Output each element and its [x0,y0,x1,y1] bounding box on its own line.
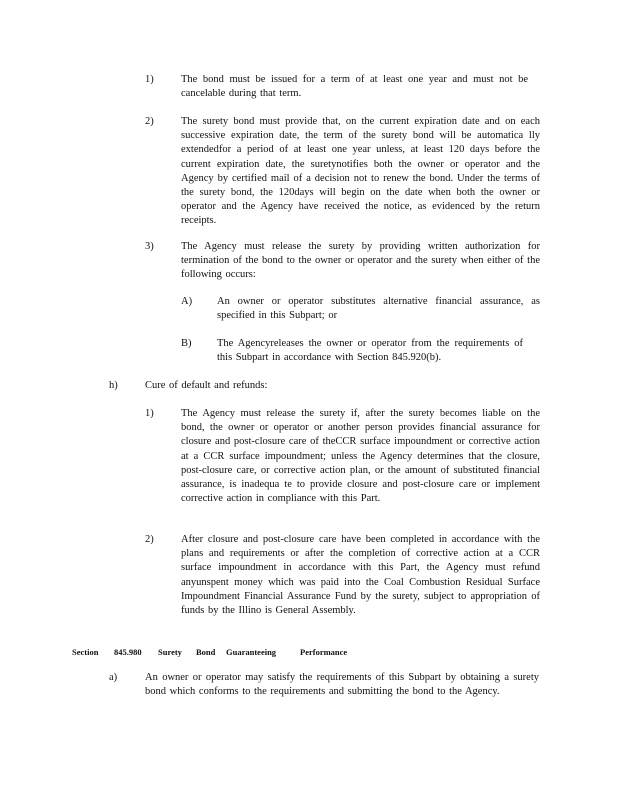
section-label: Section [72,647,99,657]
list-marker: B) [181,338,192,349]
section-title-word: Surety [158,647,182,657]
list-marker: 1) [145,74,154,85]
section-number: 845.980 [114,647,142,657]
list-marker: 2) [145,116,154,127]
paragraph: The surety bond must provide that, on the current expiration date and on each successive expiration date, the term of the surety bond will be automatica lly extendedfor a period of at least one year unless, at least 120 days before the current expiration date, the suretynotifies both the owner or operator and the Agency by certified mail of a decision not to renew the bond. Under the terms of the surety bond, the 120days will begin on the date when both the owner or operator and the Agency have received the notice, as evidenced by the return receipts. [181,116,540,227]
subsection-heading: Cure of default and refunds: [145,380,268,391]
paragraph: The bond must be issued for a term of at least one year and must not be cancelable during that term. [181,74,528,100]
paragraph: The Agency must release the surety if, after the surety becomes liable on the bond, the owner or operator or another person provides financial assurance for closure and post-closure care of theCCR surface impoundment or corrective action at a CCR surface impoundment; unless the Agency determines that the closure, post-closure care, or corrective action plan, or the amount of substituted financial assurance, is inadequa te to provide closure and post-closure care or implement corrective action in compliance with this Part. [181,408,540,505]
list-marker: a) [109,672,118,683]
paragraph: The Agencyreleases the owner or operator from the requirements of this Subpart in accordance with Section 845.920(b). [217,338,523,364]
list-marker: 3) [145,241,154,252]
list-marker: 2) [145,534,154,545]
list-marker: 1) [145,408,154,419]
paragraph: The Agency must release the surety by providing written authorization for termination of the bond to the owner or operator and the surety when either of the following occurs: [181,241,540,281]
section-title-word: Guaranteeing [226,647,277,657]
list-marker: h) [109,380,118,391]
section-title-word: Performance [300,647,348,657]
list-marker: A) [181,296,193,307]
paragraph: An owner or operator may satisfy the requirements of this Subpart by obtaining a surety bond which conforms to the requirements and submitting the bond to the Agency. [145,672,539,698]
paragraph: An owner or operator substitutes alternative financial assurance, as specified in this Subpart; or [217,296,540,322]
section-title-word: Bond [196,647,216,657]
paragraph: After closure and post-closure care have been completed in accordance with the plans and requirements or after the completion of corrective action at a CCR surface impoundment in accordance with this Part, the Agency must refund anyunspent money which was paid into the Coal Combustion Residual Surface Impoundment Financial Assurance Fund by the surety, subject to appropriation of funds by the Illino is General Assembly. [181,534,540,617]
